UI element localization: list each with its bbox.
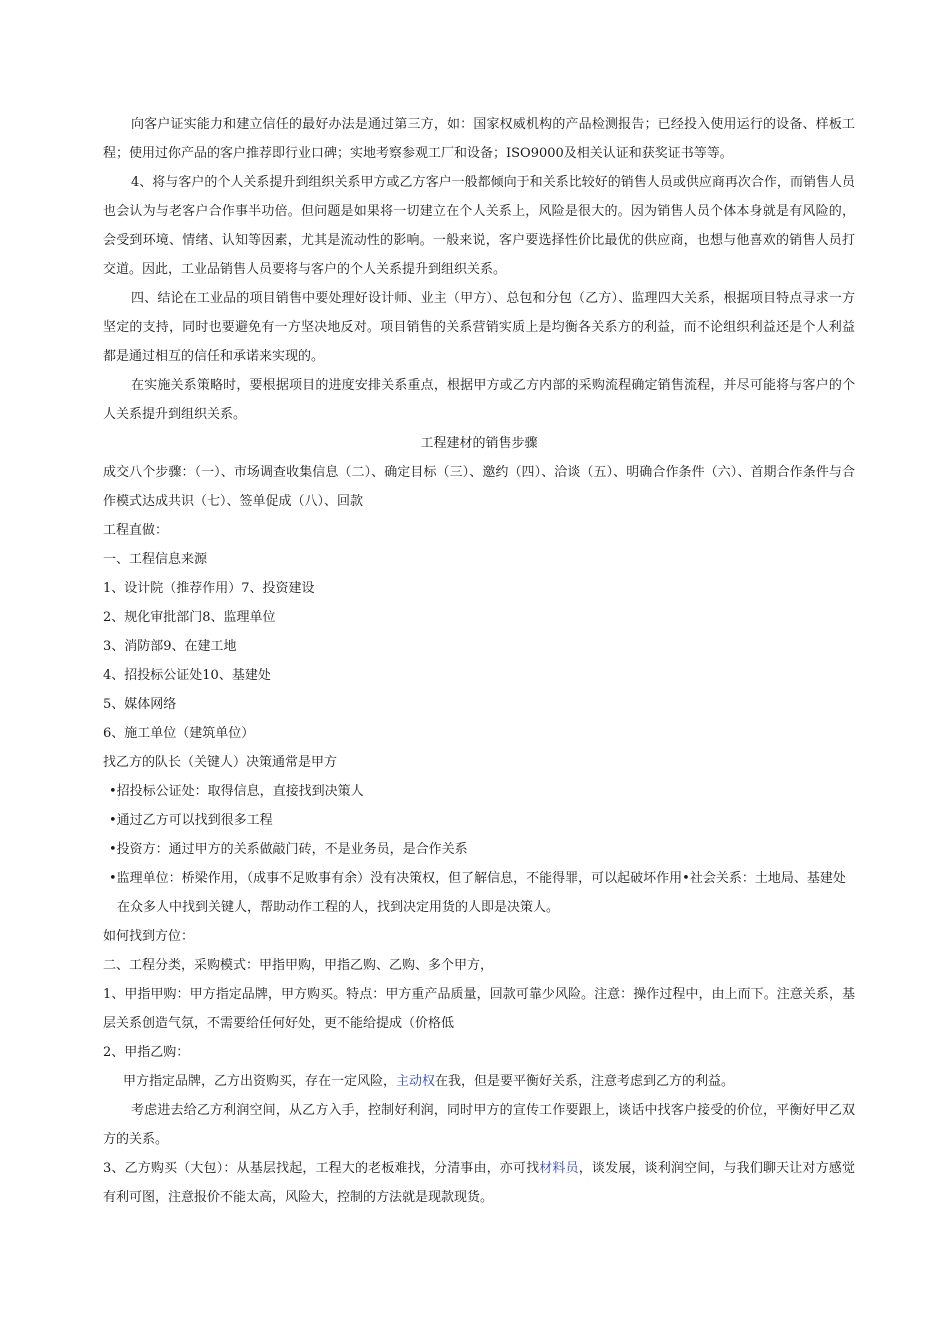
paragraph-key-person: 在众多人中找到关键人，帮助动作工程的人，找到决定用货的人即是决策人。 [117, 900, 560, 915]
paragraph-conclusion: 四、结论在工业品的项目销售中要处理好设计师、业主（甲方）、总包和分包（乙方）、监理四大关系，根据项目特点寻求一方坚定的支持，同时也要避免有一方坚决地反对。项目销售的关系营销实质上是均衡各关系方的利益，而不论组织利益还是个人利益都是通过相互的信任和承诺来实现的。 [103, 291, 855, 364]
link-material-clerk[interactable]: 材料员 [539, 1161, 579, 1176]
list-item: 5、媒体网络 [103, 697, 177, 712]
paragraph-find-party-b: 找乙方的队长（关键人）决策通常是甲方 [103, 755, 338, 770]
paragraph-org-relations: 4、将与客户的个人关系提升到组织关系甲方或乙方客户一般都倾向于和关系比较好的销售人员或供应商再次合作，而销售人员也会认为与老客户合作事半功倍。但问题是如果将一切建立在个人关系上，风险是很大的。因为销售人员个体本身就是有风险的，会受到环境、情绪、认知等因素，尤其是流动性的影响。一般来说，客户要选择性价比最优的供应商，也想与他喜欢的销售人员打交道。因此，工业品销售人员要将与客户的个人关系提升到组织关系。 [103, 175, 855, 277]
bullet-item: •投资方：通过甲方的关系做敲门砖，不是业务员，是合作关系 [109, 842, 468, 857]
section-title-sources: 一、工程信息来源 [103, 552, 208, 567]
paragraph-item-2-b: 考虑进去给乙方利润空间，从乙方入手，控制好利润，同时甲方的宣传工作要跟上，谈话中找客户接受的价位，平衡好甲乙双方的关系。 [103, 1103, 855, 1147]
bullet-item: •监理单位：桥梁作用，（成事不足败事有余）没有决策权，但了解信息，不能得罪，可以起破坏作用•社会关系：土地局、基建处 [109, 871, 846, 886]
list-item: 4、招投标公证处10、基建处 [103, 668, 271, 683]
section-heading: 工程建材的销售步骤 [420, 436, 538, 451]
bullet-item: •招投标公证处：取得信息，直接找到决策人 [109, 784, 364, 799]
paragraph-item-3 [103, 1154, 855, 1212]
paragraph-item-2-a [103, 1067, 855, 1096]
paragraph-item-1: 1、甲指甲购：甲方指定品牌，甲方购买。特点：甲方重产品质量，回款可靠少风险。注意：操作过程中，由上而下。注意关系，基层关系创造气氛，不需要给任何好处，更不能给提成（价格低 [103, 987, 855, 1031]
bullet-item: •通过乙方可以找到很多工程 [109, 813, 273, 828]
list-item: 6、施工单位（建筑单位） [103, 726, 255, 741]
text-segment: 在我，但是要平衡好关系，注意考虑到乙方的利益。 [435, 1074, 735, 1089]
paragraph-strategy: 在实施关系策略时，要根据项目的进度安排关系重点，根据甲方或乙方内部的采购流程确定销售流程，并尽可能将与客户的个人关系提升到组织关系。 [103, 378, 855, 422]
item-2-title: 2、甲指乙购： [103, 1045, 190, 1060]
document-body [103, 110, 855, 1212]
text-segment: ，谈发展，谈利润空间，与我们聊天让对方感觉有利可图，注意报价不能太高，风险大，控制的方法就是现款现货。 [103, 1161, 855, 1205]
label-direct: 工程直做： [103, 523, 169, 538]
text-segment: 3、乙方购买（大包）：从基层找起，工程大的老板难找，分清事由，亦可找 [103, 1161, 540, 1176]
section-title-classification: 二、工程分类，采购模式：甲指甲购，甲指乙购、乙购、多个甲方， [103, 958, 494, 973]
list-item: 3、消防部9、在建工地 [103, 639, 237, 654]
text-segment: 甲方指定品牌，乙方出资购买，存在一定风险， [123, 1074, 397, 1089]
label-how-find: 如何找到方位： [103, 929, 195, 944]
paragraph-third-party: 向客户证实能力和建立信任的最好办法是通过第三方，如：国家权威机构的产品检测报告；已经投入使用运行的设备、样板工程；使用过你产品的客户推荐即行业口碑；实地考察参观工厂和设备；ISO9000及相关认证和获奖证书等等。 [103, 117, 855, 161]
paragraph-steps: 成交八个步骤：（一）、市场调查收集信息（二）、确定目标（三）、邀约（四）、洽谈（五）、明确合作条件（六）、首期合作条件与合作模式达成共识（七）、签单促成（八）、回款 [103, 465, 855, 509]
list-item: 1、设计院（推荐作用）7、投资建设 [103, 581, 315, 596]
link-initiative[interactable]: 主动权 [396, 1074, 436, 1089]
list-item: 2、规化审批部门8、监理单位 [103, 610, 276, 625]
